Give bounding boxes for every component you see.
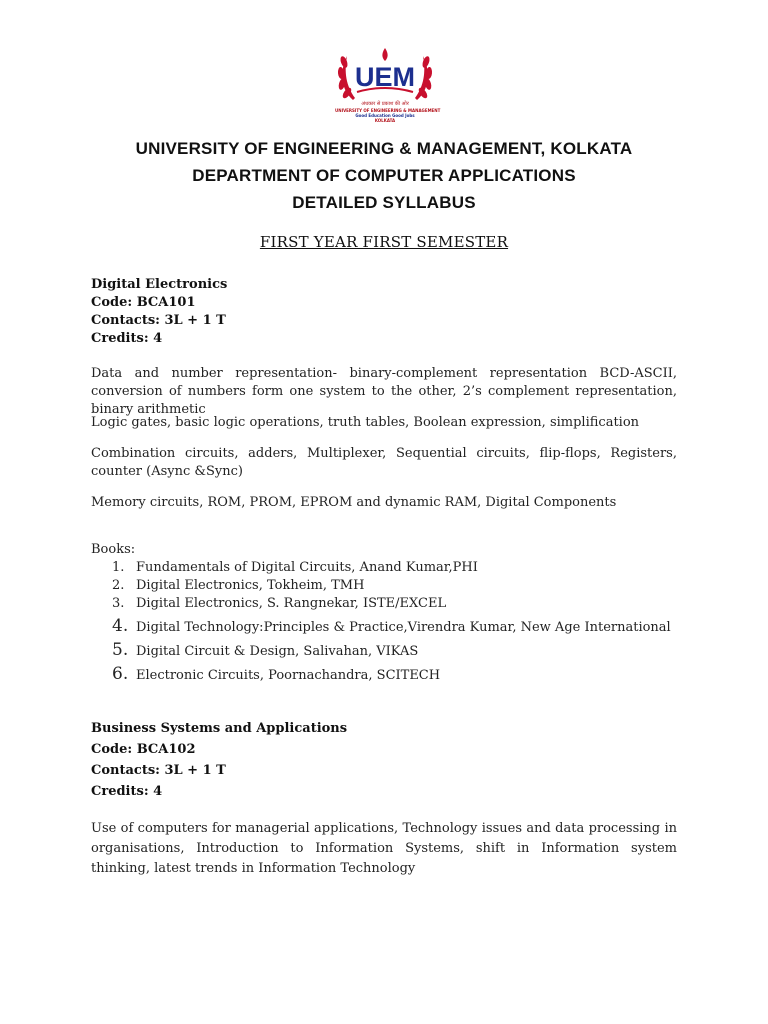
logo-tagline-motto: Good Education Good Jobs (355, 113, 415, 118)
syllabus-title: DETAILED SYLLABUS (292, 193, 476, 212)
course-code: Code: BCA101 (91, 295, 196, 310)
book-number: 6. (112, 664, 129, 684)
book-item (112, 578, 364, 593)
logo-text: UEM (355, 62, 415, 92)
course-title: Business Systems and Applications (91, 721, 348, 736)
course-1-paragraph-1: Data and number representation- binary-complement representation BCD-ASCII, conversion of numbers form one system to the other, 2’s complement representation, binary arithmetic (91, 366, 677, 417)
course-contacts: Contacts: 3L + 1 T (91, 313, 226, 328)
book-item (112, 560, 478, 575)
book-item (112, 664, 440, 684)
books-label: Books: (91, 542, 136, 557)
book-item (112, 596, 446, 611)
course-title: Digital Electronics (91, 277, 228, 292)
course-1-paragraph-2: Logic gates, basic logic operations, truth tables, Boolean expression, simplification (91, 415, 640, 430)
logo-tagline-hindi: अंधकार से प्रकाश की ओर (361, 101, 409, 107)
course-2-paragraph: Use of computers for managerial applications, Technology issues and data processing in organisations, Introduction to Information Systems, shift in Information system thinking, latest trends in Information Technology (91, 821, 677, 876)
book-number: 4. (112, 616, 129, 636)
book-text: Digital Circuit & Design, Salivahan, VIKAS (136, 644, 419, 659)
book-item (112, 616, 671, 636)
book-number: 1. (112, 560, 125, 575)
course-contacts: Contacts: 3L + 1 T (91, 763, 226, 778)
university-name: UNIVERSITY OF ENGINEERING & MANAGEMENT, KOLKATA (135, 139, 633, 158)
book-item (112, 640, 418, 660)
course-credits: Credits: 4 (91, 331, 163, 346)
course-1-paragraph-3: Combination circuits, adders, Multiplexer, Sequential circuits, flip-flops, Registers, counter (Async &Sync) (91, 446, 677, 479)
logo-emblem (335, 46, 435, 108)
course-1-paragraph-4: Memory circuits, ROM, PROM, EPROM and dynamic RAM, Digital Components (91, 495, 617, 510)
book-number: 3. (112, 596, 125, 611)
semester-heading: FIRST YEAR FIRST SEMESTER (259, 233, 509, 251)
book-text: Digital Electronics, Tokheim, TMH (136, 578, 365, 593)
book-number: 5. (112, 640, 129, 660)
course-credits: Credits: 4 (91, 784, 163, 799)
course-1-meta (91, 276, 227, 348)
book-text: Digital Electronics, S. Rangnekar, ISTE/EXCEL (136, 596, 447, 611)
uem-logo (335, 46, 441, 126)
course-2-meta (91, 718, 347, 802)
logo-tagline-city: KOLKATA (374, 118, 396, 123)
book-number: 2. (112, 578, 125, 593)
book-text: Digital Technology:Principles & Practice,Virendra Kumar, New Age International (136, 620, 671, 635)
course-code: Code: BCA102 (91, 742, 196, 757)
logo-tagline-university: UNIVERSITY OF ENGINEERING & MANAGEMENT (335, 108, 441, 113)
department-name: DEPARTMENT OF COMPUTER APPLICATIONS (192, 166, 576, 185)
book-text: Electronic Circuits, Poornachandra, SCITECH (136, 668, 441, 683)
book-text: Fundamentals of Digital Circuits, Anand Kumar,PHI (136, 560, 478, 575)
